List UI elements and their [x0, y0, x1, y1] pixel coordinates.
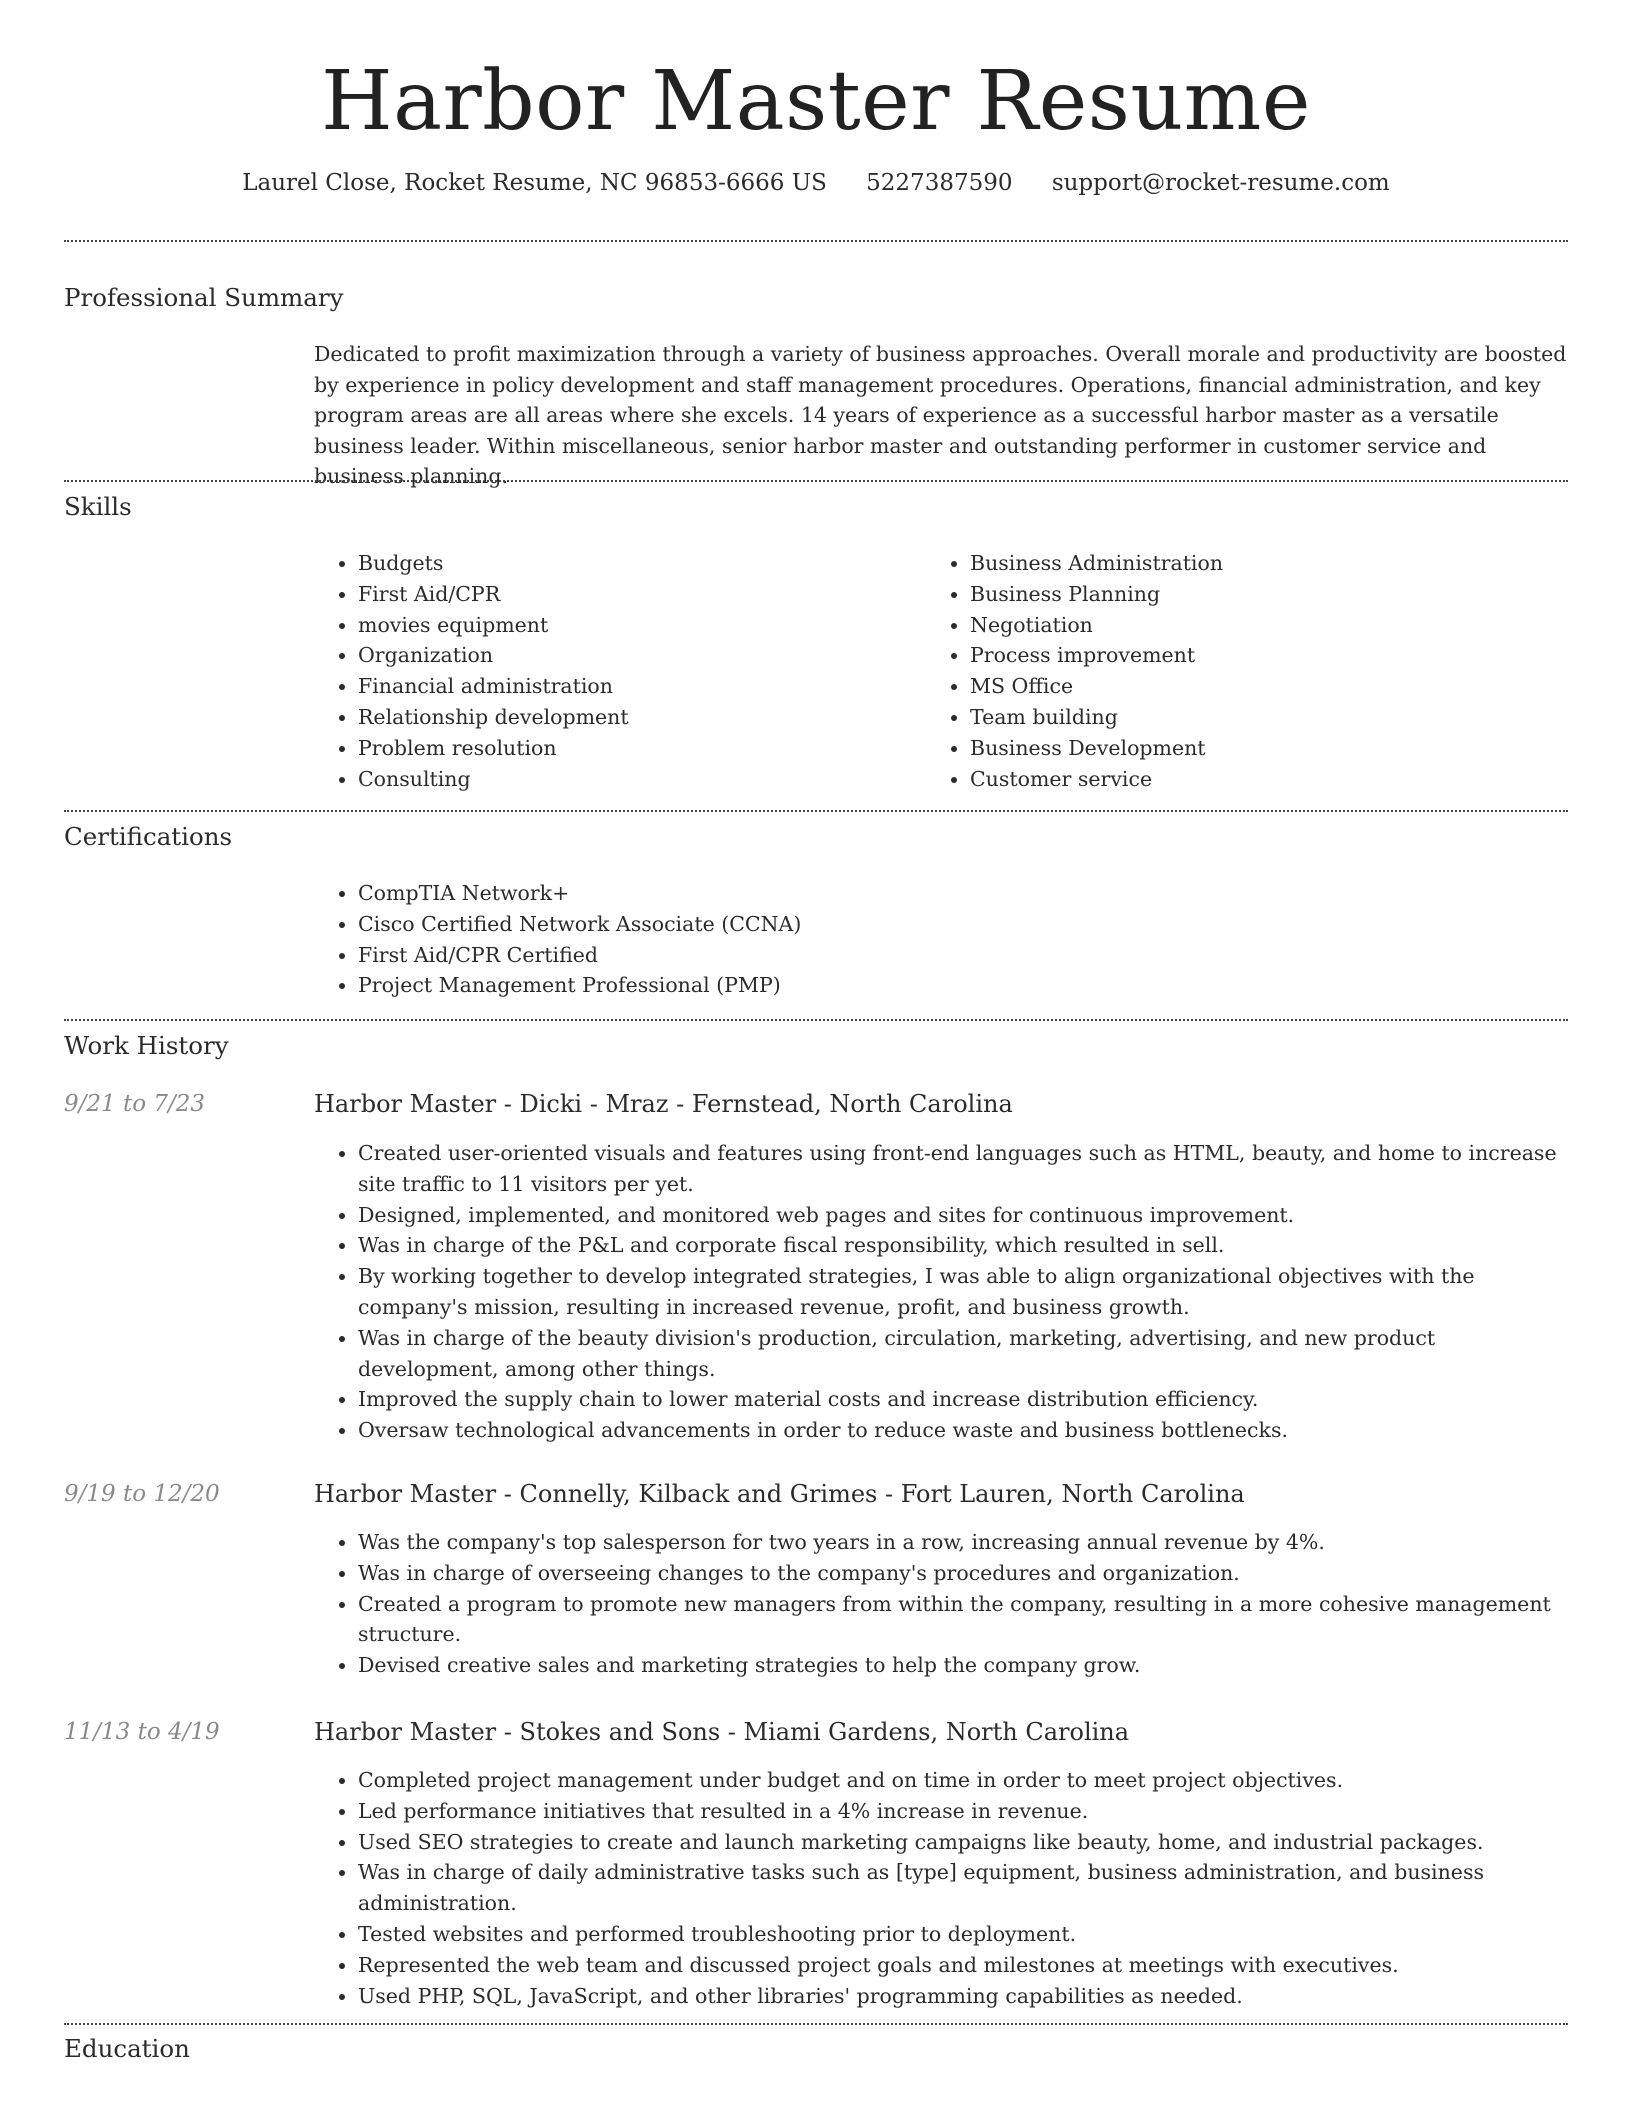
- divider: [64, 2023, 1568, 2025]
- section-title-work-history: Work History: [64, 1031, 229, 1060]
- job-duty-item: • Was in charge of daily administrative tasks such as [type] equipment, business administration, and business administration.: [358, 1857, 1568, 1919]
- skill-item: • Budgets: [358, 548, 629, 579]
- job-title: Harbor Master - Connelly, Kilback and Grimes - Fort Lauren, North Carolina: [314, 1480, 1245, 1508]
- skill-item: • First Aid/CPR: [358, 579, 629, 610]
- skill-item: • Business Development: [970, 733, 1223, 764]
- job-title: Harbor Master - Dicki - Mraz - Fernstead, North Carolina: [314, 1090, 1013, 1118]
- job-duty-item: • Created user-oriented visuals and features using front-end languages such as HTML, beauty, and home to increase site traffic to 11 visitors per yet.: [358, 1138, 1568, 1200]
- job-title: Harbor Master - Stokes and Sons - Miami Gardens, North Carolina: [314, 1718, 1130, 1746]
- skill-item: • Relationship development: [358, 702, 629, 733]
- certification-item: • First Aid/CPR Certified: [358, 940, 1568, 971]
- job-duties: [314, 1527, 1568, 1681]
- skill-item: • Team building: [970, 702, 1223, 733]
- job-duty-item: • Used PHP, SQL, JavaScript, and other libraries' programming capabilities as needed.: [358, 1981, 1568, 2012]
- job-duties: [314, 1138, 1568, 1446]
- summary-body: [314, 339, 1568, 492]
- job-duty-item: • Led performance initiatives that resulted in a 4% increase in revenue.: [358, 1796, 1568, 1827]
- certification-item: • Cisco Certified Network Associate (CCNA): [358, 909, 1568, 940]
- section-title-skills: Skills: [64, 492, 132, 521]
- skill-item: • Organization: [358, 640, 629, 671]
- skill-item: • Process improvement: [970, 640, 1223, 671]
- divider: [64, 1019, 1568, 1021]
- certifications-items: [314, 878, 1568, 1001]
- skill-item: • movies equipment: [358, 610, 629, 641]
- job-duty-item: • Created a program to promote new managers from within the company, resulting in a more cohesive management structure.: [358, 1589, 1568, 1651]
- job-dates: 9/21 to 7/23: [64, 1091, 206, 1117]
- job-duty-item: • Oversaw technological advancements in order to reduce waste and business bottlenecks.: [358, 1415, 1568, 1446]
- contact-phone: 5227387590: [866, 170, 1013, 196]
- job-duties: [314, 1765, 1568, 2011]
- section-title-summary: Professional Summary: [64, 283, 344, 312]
- section-title-education: Education: [64, 2034, 190, 2063]
- skills-column-right: [926, 548, 1223, 794]
- job-duty-item: • Used SEO strategies to create and launch marketing campaigns like beauty, home, and industrial packages.: [358, 1827, 1568, 1858]
- job-duty-item: • Devised creative sales and marketing strategies to help the company grow.: [358, 1650, 1568, 1681]
- contact-line: [0, 168, 1632, 198]
- skill-item: • Negotiation: [970, 610, 1223, 641]
- job-duty-item: • Was the company's top salesperson for two years in a row, increasing annual revenue by 4%.: [358, 1527, 1568, 1558]
- job-duty-item: • Improved the supply chain to lower material costs and increase distribution efficiency.: [358, 1384, 1568, 1415]
- job-duty-item: • Was in charge of overseeing changes to the company's procedures and organization.: [358, 1558, 1568, 1589]
- certifications-list: [314, 878, 1568, 1001]
- job-duty-item: • Represented the web team and discussed project goals and milestones at meetings with executives.: [358, 1950, 1568, 1981]
- job-duty-item: • Was in charge of the P&L and corporate fiscal responsibility, which resulted in sell.: [358, 1230, 1568, 1261]
- section-title-certifications: Certifications: [64, 822, 233, 851]
- certification-item: • Project Management Professional (PMP): [358, 970, 1568, 1001]
- contact-email: support@rocket-resume.com: [1051, 170, 1390, 196]
- divider: [64, 480, 1568, 482]
- skill-item: • Customer service: [970, 764, 1223, 795]
- skill-item: • MS Office: [970, 671, 1223, 702]
- skill-item: • Consulting: [358, 764, 629, 795]
- job-duty-item: • Tested websites and performed troubleshooting prior to deployment.: [358, 1919, 1568, 1950]
- skills-list: [314, 548, 1568, 798]
- skills-column-left: [314, 548, 629, 794]
- job-duty-item: • Completed project management under budget and on time in order to meet project objectives.: [358, 1765, 1568, 1796]
- job-duty-item: • Was in charge of the beauty division's production, circulation, marketing, advertising, and new product development, among other things.: [358, 1323, 1568, 1385]
- job-duty-item: • By working together to develop integrated strategies, I was able to align organizational objectives with the company's mission, resulting in increased revenue, profit, and business growth.: [358, 1261, 1568, 1323]
- summary-text: Dedicated to profit maximization through a variety of business approaches. Overall morale and productivity are boosted by experience in policy development and staff management procedures. Operations, financial administration, and key program areas are all areas where she excels. 14 years of experience as a successful harbor master as a versatile business leader. Within miscellaneous, senior harbor master and outstanding performer in customer service and business planning.: [314, 342, 1567, 488]
- job-dates: 9/19 to 12/20: [64, 1481, 220, 1507]
- job-dates: 11/13 to 4/19: [64, 1719, 220, 1745]
- job-duty-item: • Designed, implemented, and monitored web pages and sites for continuous improvement.: [358, 1200, 1568, 1231]
- skill-item: • Business Planning: [970, 579, 1223, 610]
- certification-item: • CompTIA Network+: [358, 878, 1568, 909]
- resume-title: Harbor Master Resume: [321, 54, 1311, 149]
- contact-address: Laurel Close, Rocket Resume, NC 96853-6666 US: [242, 170, 827, 196]
- skill-item: • Business Administration: [970, 548, 1223, 579]
- divider: [64, 240, 1568, 242]
- skill-item: • Problem resolution: [358, 733, 629, 764]
- skill-item: • Financial administration: [358, 671, 629, 702]
- divider: [64, 810, 1568, 812]
